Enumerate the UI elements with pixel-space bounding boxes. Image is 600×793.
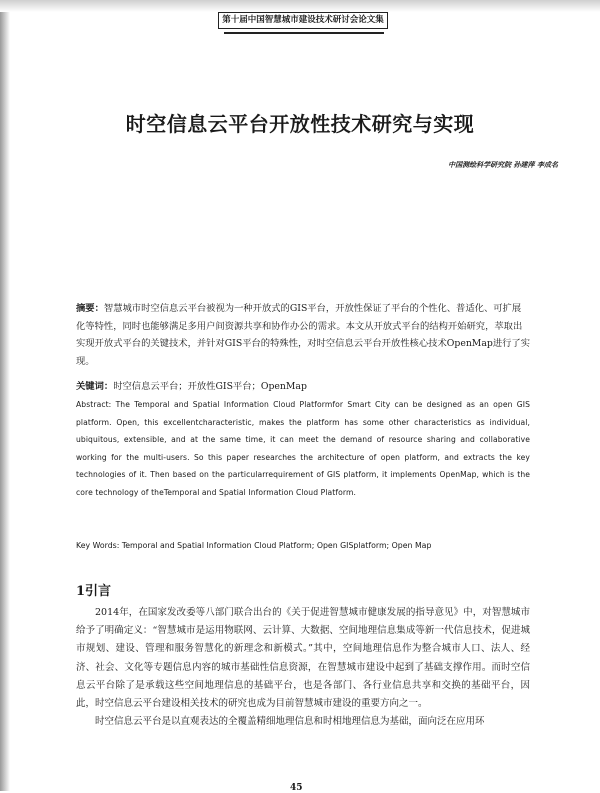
- running-header: 第十届中国智慧城市建设技术研讨会论文集: [218, 12, 388, 29]
- section-heading: 1引言: [76, 584, 112, 599]
- keywords-cn-label: 关键词：: [76, 381, 114, 392]
- keywords-en-text: Temporal and Spatial Information Cloud Platform; Open GISplatform; Open Map: [121, 541, 432, 550]
- abstract-en: [76, 396, 530, 502]
- paper-authors: 中国测绘科学研究院 孙建萍 李成名: [448, 160, 558, 169]
- paper-title: 时空信息云平台开放性技术研究与实现: [125, 112, 475, 136]
- body-paragraph: 时空信息云平台是以直观表达的全覆盖精细地理信息和时相地理信息为基础，面向泛在应用环: [95, 716, 485, 728]
- keywords-cn-text: 时空信息云平台；开放性GIS平台；OpenMap: [113, 381, 307, 392]
- keywords-cn: [76, 378, 530, 396]
- page-number: 45: [290, 783, 303, 793]
- body-text: [76, 604, 530, 731]
- abstract-en-label: Abstract:: [76, 400, 112, 409]
- header-underline: [224, 32, 384, 34]
- abstract-cn-label: 摘要：: [76, 303, 104, 314]
- body-paragraph: 2014年，在国家发改委等八部门联合出台的《关于促进智慧城市健康发展的指导意见》中，对智慧城市给予了明确定义：“智慧城市是运用物联网、云计算、大数据、空间地理信息集成等新一代信息技术，促进城市规划、建设、管理和服务智慧化的新理念和新模式。”其中，空间地理信息作为整合城市人口、法人、经济、社会、文化等专题信息内容的城市基础性信息资源，在智慧城市建设中起到了基础支撑作用。而时空信息云平台除了是承载这些空间地理信息的基础平台，也是各部门、各行业信息共享和交换的基础平台，因此，时空信息云平台建设相关技术的研究也成为目前智慧城市建设的重要方向之一。: [76, 607, 530, 710]
- abstract-en-text: The Temporal and Spatial Information Cloud Platformfor Smart City can be designed as an open GIS platform. Open, this excellentcharacteristic, makes the platform has some other characteristics as individual, ubiquitous, extensible, and at the same time, it can meet the demand of resource sharing and collaborative working for the multi-users. So this paper researches the architecture of open platform, and extracts the key technologies of it. Then based on the particularrequirement of GIS platform, it implements OpenMap, which is the core technology of theTemporal and Spatial Information Cloud Platform.: [76, 400, 530, 497]
- abstract-cn-text: 智慧城市时空信息云平台被视为一种开放式的GIS平台，开放性保证了平台的个性化、普适化、可扩展化等特性，同时也能够满足多用户间资源共享和协作办公的需求。本文从开放式平台的结构开始研究，萃取出实现开放式平台的关键技术，并针对GIS平台的特殊性，对时空信息云平台开放性核心技术OpenMap进行了实现。: [76, 303, 531, 367]
- keywords-en-label: Key Words:: [76, 541, 120, 550]
- abstract-cn: [76, 300, 530, 370]
- keywords-en: [76, 538, 530, 554]
- scan-top-shadow: [0, 0, 600, 12]
